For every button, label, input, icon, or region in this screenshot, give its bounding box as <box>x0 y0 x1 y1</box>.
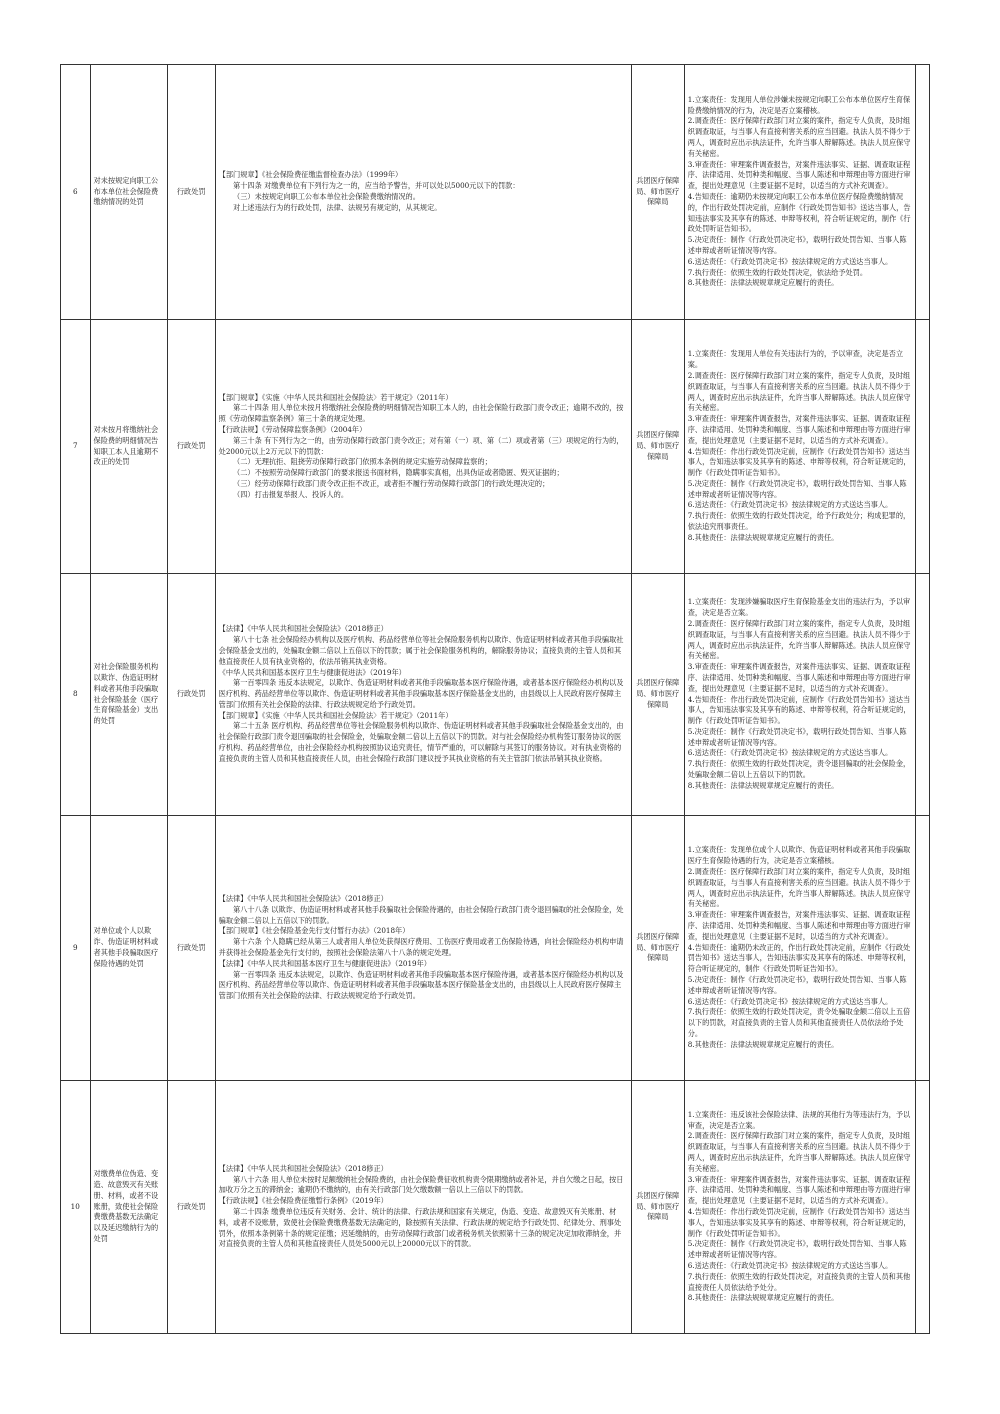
remark-cell <box>915 574 929 816</box>
legal-basis-line: 第十四条 对缴费单位有下列行为之一的，应当给予警告，并可以处以5000元以下的罚款： <box>233 181 520 191</box>
legal-basis-line: 第一百零四条 违反本法规定，以欺诈、伪造证明材料或者其他手段骗取基本医疗保险待遇，或者基本医疗保险经办机构以及医疗机构、药品经营单位等以欺诈、伪造证明材料或者其他手段骗取基本医疗保险基金支出的，由县级以上人民政府医疗保障主管部门依照有关社会保险的法律、行政法规规定给予行政处罚。 <box>218 969 624 1001</box>
responsibility-item: 6.送达责任：《行政处罚决定书》按法律规定的方式送达当事人。 <box>687 256 893 266</box>
legal-basis <box>215 65 631 320</box>
implementing-agency: 兵团医疗保障局、师市医疗保障局 <box>631 320 684 574</box>
legal-basis-line: 第二十四条 用人单位未按月将缴纳社会保险费的明细情况告知职工本人的，由社会保险行政部门责令改正；逾期不改的，按照《劳动保障监察条例》第三十条的规定处理。 <box>218 403 624 424</box>
legal-basis-line: （三）经劳动保障行政部门责令改正拒不改正，或者拒不履行劳动保障行政部门的行政处理决定的； <box>233 478 550 488</box>
responsibility-item: 8.其他责任：法律法规规章规定应履行的责任。 <box>687 1039 839 1049</box>
responsibility-item: 4.告知责任：作出行政处罚决定前，应制作《行政处罚告知书》送达当事人，告知违法事实及其享有的陈述、申辩等权利，符合听证规定的，制作《行政处罚听证告知书》。 <box>687 446 911 478</box>
row-number: 10 <box>61 1081 91 1334</box>
legal-basis-line: 第八十八条 以欺诈、伪造证明材料或者其他手段骗取社会保险待遇的，由社会保险行政部门责令退回骗取的社会保险金，处骗取金额二倍以上五倍以下的罚款。 <box>218 904 624 925</box>
responsibility-item: 6.送达责任：《行政处罚决定书》按法律规定的方式送达当事人。 <box>687 500 893 510</box>
table-row <box>61 65 930 320</box>
item-name: 对缴费单位伪造、变造、故意毁灭有关账册、材料，或者不设账册，致使社会保险费缴费基数无法确定以及延迟缴纳行为的处罚 <box>90 1081 167 1334</box>
responsibility-item: 8.其他责任：法律法规规章规定应履行的责任。 <box>687 532 839 542</box>
power-type: 行政处罚 <box>167 320 215 574</box>
legal-basis-line: 《中华人民共和国基本医疗卫生与健康促进法》（2019年） <box>218 667 406 677</box>
legal-basis-line: 【法律】《中华人民共和国社会保险法》（2018修正） <box>218 894 388 904</box>
responsibility-item: 1.立案责任：发现用人单位涉嫌未按规定向职工公布本单位医疗生育保险费缴纳情况的行为，决定是否立案稽核。 <box>687 94 911 115</box>
power-type: 行政处罚 <box>167 1081 215 1334</box>
legal-basis-line: 【法律】《中华人民共和国社会保险法》（2018修正） <box>218 624 388 634</box>
responsibility-item: 4.告知责任：作出行政处罚决定前，应制作《行政处罚告知书》送达当事人，告知违法事实及其享有的陈述、申辩等权利，符合听证规定的，制作《行政处罚听证告知书》。 <box>687 694 911 726</box>
legal-basis-line: 第一百零四条 违反本法规定，以欺诈、伪造证明材料或者其他手段骗取基本医疗保险待遇，或者基本医疗保险经办机构以及医疗机构、药品经营单位等以欺诈、伪造证明材料或者其他手段骗取基本医疗保险基金支出的，由县级以上人民政府医疗保障主管部门依照有关社会保险的法律、行政法规规定给予行政处罚。 <box>218 678 624 709</box>
implementing-agency: 兵团医疗保障局、师市医疗保障局 <box>631 65 684 320</box>
legal-basis-line: 【部门规章】《社会保险费征缴监督检查办法》（1999年） <box>218 170 403 180</box>
legal-basis <box>215 1081 631 1334</box>
remark-cell <box>915 1081 929 1334</box>
responsibility-item: 7.执行责任：依照生效的行政处罚决定，给予行政处分；构成犯罪的，依法追究刑事责任。 <box>687 511 911 532</box>
responsibility-item: 4.告知责任：逾期仍未改正的，作出行政处罚决定前，应制作《行政处罚告知书》送达当事人，告知违法事实及其享有的陈述、申辩等权利，符合听证规定的，制作《行政处罚听证告知书》。 <box>687 942 911 974</box>
legal-basis-line: 【行政法规】《社会保险费征缴暂行条例》（2019年） <box>218 1196 388 1206</box>
responsibility-item: 1.立案责任：违反该社会保险法律、法规的其他行为等违法行为，予以审查，决定是否立案。 <box>687 1109 911 1130</box>
responsibility-item: 7.执行责任：依照生效的行政处罚决定，对直接负责的主管人员和其他直接责任人员依法给予处分。 <box>687 1271 911 1292</box>
legal-basis-line: （二）无理抗拒、阻挠劳动保障行政部门依照本条例的规定实施劳动保障监察的； <box>233 457 492 467</box>
legal-basis-line: 【行政法规】《劳动保障监察条例》（2004年） <box>218 424 367 434</box>
table-row <box>61 320 930 574</box>
responsibility-item: 3.审查责任：审理案件调查报告，对案件违法事实、证据、调查取证程序、法律适用、处罚种类和幅度、当事人陈述和申辩理由等方面进行审查，提出处理意见（主要证据不足时，以适当的方式补充调查）。 <box>687 159 911 191</box>
remark-cell <box>915 816 929 1081</box>
legal-basis-line: 第三十条 有下列行为之一的，由劳动保障行政部门责令改正；对有第（一）项、第（二）项或者第（三）项规定的行为的，处2000元以上2万元以下的罚款： <box>218 435 624 456</box>
responsibility-item: 1.立案责任：发现用人单位有关违法行为的，予以审查，决定是否立案。 <box>687 349 904 370</box>
responsibility-item: 4.告知责任：作出行政处罚决定前，应制作《行政处罚告知书》送达当事人，告知违法事实及其享有的陈述、申辩等权利，符合听证规定的，制作《行政处罚听证告知书》。 <box>687 1207 911 1238</box>
responsibility-list <box>684 1081 915 1334</box>
legal-basis-line: 第八十七条 社会保险经办机构以及医疗机构、药品经营单位等社会保险服务机构以欺诈、伪造证明材料或者其他手段骗取社会保险基金支出的，处骗取金额二倍以上五倍以下的罚款；属于社会保险服务机构的，解除服务协议；直接负责的主管人员和其他直接责任人员有执业资格的，依法吊销其执业资格。 <box>218 635 624 666</box>
row-number: 6 <box>61 65 91 320</box>
responsibility-item: 3.审查责任：审理案件调查报告，对案件违法事实、证据、调查取证程序、法律适用、处罚种类和幅度、当事人陈述和申辩理由等方面进行审查，提出处理意见（主要证据不足时，以适当的方式补充调查）。 <box>687 1174 911 1206</box>
implementing-agency: 兵团医疗保障局、师市医疗保障局 <box>631 574 684 816</box>
responsibility-item: 7.执行责任：依照生效的行政处罚决定，责令处骗取金额二倍以上五倍以下的罚款，对直接负责的主管人员和其他直接责任人员依法给予处分。 <box>687 1007 911 1038</box>
legal-basis-line: 【法律】《中华人民共和国社会保险法》（2018修正） <box>218 1163 388 1173</box>
responsibility-item: 7.执行责任：依照生效的行政处罚决定，责令退回骗取的社会保险金，处骗取金额二倍以上五倍以下的罚款。 <box>687 759 911 780</box>
responsibility-item: 5.决定责任：制作《行政处罚决定书》，载明行政处罚告知、当事人陈述申辩或者听证情况等内容。 <box>687 478 907 499</box>
responsibility-item: 5.决定责任：制作《行政处罚决定书》，载明行政处罚告知、当事人陈述申辩或者听证情况等内容。 <box>687 1239 907 1260</box>
responsibility-item: 8.其他责任：法律法规规章规定应履行的责任。 <box>687 1293 839 1303</box>
row-number: 9 <box>61 816 91 1081</box>
responsibility-item: 5.决定责任：制作《行政处罚决定书》，载明行政处罚告知、当事人陈述申辩或者听证情况等内容。 <box>687 726 907 747</box>
power-type: 行政处罚 <box>167 574 215 816</box>
table-row <box>61 1081 930 1334</box>
legal-basis-line: 第八十六条 用人单位未按时足额缴纳社会保险费的，由社会保险费征收机构责令限期缴纳或者补足，并自欠缴之日起，按日加收万分之五的滞纳金；逾期仍不缴纳的，由有关行政部门处欠缴数额一倍以上三倍以下的罚款。 <box>218 1174 624 1195</box>
responsibility-list <box>684 574 915 816</box>
legal-basis-line: （四）打击报复举报人、投诉人的。 <box>233 489 349 499</box>
power-list-table <box>60 64 930 1334</box>
legal-basis-line: 第二十五条 医疗机构、药品经营单位等社会保险服务机构以欺诈、伪造证明材料或者其他手段骗取社会保险基金支出的，由社会保险行政部门责令退回骗取的社会保险金，处骗取金额二倍以上五倍以下的罚款。对与社会保险经办机构签订服务协议的医疗机构、药品经营单位，由社会保险经办机构按照协议追究责任，情节严重的，可以解除与其签订的服务协议。对有执业资格的直接负责的主管人员和其他直接责任人员，由社会保险行政部门建议授予其执业资格的有关主管部门依法吊销其执业资格。 <box>218 721 624 763</box>
item-name: 对未按月将缴纳社会保险费的明细情况告知职工本人且逾期不改正的处罚 <box>90 320 167 574</box>
legal-basis-line: 【部门规章】《社会保险基金先行支付暂行办法》（2018年） <box>218 926 410 936</box>
power-type: 行政处罚 <box>167 816 215 1081</box>
responsibility-item: 2.调查责任：医疗保障行政部门对立案的案件，指定专人负责，及时组织调查取证，与当事人有直接利害关系的应当回避。执法人员不得少于两人，调查时应出示执法证件，允许当事人辩解陈述。执法人员应保守有关秘密。 <box>687 1131 911 1173</box>
legal-basis <box>215 816 631 1081</box>
legal-basis <box>215 574 631 816</box>
power-type: 行政处罚 <box>167 65 215 320</box>
remark-cell <box>915 65 929 320</box>
responsibility-list <box>684 65 915 320</box>
responsibility-item: 4.告知责任：逾期仍未按规定向职工公布本单位医疗保险费缴纳情况的，作出行政处罚决定前，应制作《行政处罚告知书》送达当事人，告知违法事实及其享有的陈述、申辩等权利，符合听证规定的，制作《行政处罚听证告知书》。 <box>687 192 911 234</box>
legal-basis-line: 第十六条 个人隐瞒已经从第三人或者用人单位处获得医疗费用、工伤医疗费用或者工伤保险待遇，向社会保险经办机构申请并获得社会保险基金先行支付的，按照社会保险法第八十八条的规定处理。 <box>218 937 624 957</box>
item-name: 对单位或个人以欺诈、伪造证明材料或者其他手段骗取医疗保险待遇的处罚 <box>90 816 167 1081</box>
responsibility-item: 3.审查责任：审理案件调查报告，对案件违法事实、证据、调查取证程序、法律适用、处罚种类和幅度、当事人陈述和申辩理由等方面进行审查，提出处理意见（主要证据不足时，以适当的方式补充调查）。 <box>687 910 911 941</box>
responsibility-item: 8.其他责任：法律法规规章规定应履行的责任。 <box>687 278 839 288</box>
responsibility-item: 1.立案责任：发现单位或个人以欺诈、伪造证明材料或者其他手段骗取医疗生育保险待遇的行为，决定是否立案稽核。 <box>687 845 911 866</box>
table-body <box>61 65 930 1334</box>
implementing-agency: 兵团医疗保障局、师市医疗保障局 <box>631 816 684 1081</box>
responsibility-item: 2.调查责任：医疗保障行政部门对立案的案件，指定专人负责，及时组织调查取证，与当事人有直接利害关系的应当回避。执法人员不得少于两人，调查时应出示执法证件，允许当事人辩解陈述。执法人员应保守有关秘密。 <box>687 116 911 158</box>
legal-basis-line: 【部门规章】《实施〈中华人民共和国社会保险法〉若干规定》（2011年） <box>218 392 453 402</box>
legal-basis-line: 【部门规章】《实施〈中华人民共和国社会保险法〉若干规定》（2011年） <box>218 710 453 720</box>
legal-basis-line: 对上述违法行为的行政处罚，法律、法规另有规定的，从其规定。 <box>233 202 442 212</box>
responsibility-list <box>684 816 915 1081</box>
remark-cell <box>915 320 929 574</box>
responsibility-item: 6.送达责任：《行政处罚决定书》按法律规定的方式送达当事人。 <box>687 996 893 1006</box>
table-row <box>61 574 930 816</box>
legal-basis-line: 【法律】《中华人民共和国基本医疗卫生与健康促进法》（2019年） <box>218 958 431 968</box>
legal-basis-line: （三）未按规定向职工公布本单位社会保险费缴纳情况的。 <box>233 192 420 201</box>
legal-basis <box>215 320 631 574</box>
implementing-agency: 兵团医疗保障局、师市医疗保障局 <box>631 1081 684 1334</box>
responsibility-item: 1.立案责任：发现涉嫌骗取医疗生育保险基金支出的违法行为，予以审查，决定是否立案。 <box>687 597 911 618</box>
responsibility-item: 3.审查责任：审理案件调查报告，对案件违法事实、证据、调查取证程序、法律适用、处罚种类和幅度、当事人陈述和申辩理由等方面进行审查，提出处理意见（主要证据不足时，以适当的方式补充调查）。 <box>687 662 911 693</box>
responsibility-item: 2.调查责任：医疗保障行政部门对立案的案件，指定专人负责，及时组织调查取证，与当事人有直接利害关系的应当回避。执法人员不得少于两人，调查时应出示执法证件，允许当事人辩解陈述。执法人员应保守有关秘密。 <box>687 618 911 661</box>
legal-basis-line: （二）不按照劳动保障行政部门的要求报送书面材料，隐瞒事实真相，出具伪证或者隐匿、毁灭证据的； <box>233 468 564 478</box>
responsibility-item: 6.送达责任：《行政处罚决定书》按法律规定的方式送达当事人。 <box>687 748 893 758</box>
responsibility-item: 6.送达责任：《行政处罚决定书》按法律规定的方式送达当事人。 <box>687 1260 893 1270</box>
responsibility-list <box>684 320 915 574</box>
responsibility-item: 5.决定责任：制作《行政处罚决定书》，载明行政处罚告知、当事人陈述申辩或者听证情况等内容。 <box>687 974 907 995</box>
responsibility-item: 2.调查责任：医疗保障行政部门对立案的案件，指定专人负责，及时组织调查取证，与当事人有直接利害关系的应当回避。执法人员不得少于两人，调查时应出示执法证件，允许当事人辩解陈述。执法人员应保守有关秘密。 <box>687 867 911 909</box>
item-name: 对未按规定向职工公布本单位社会保险费缴纳情况的处罚 <box>90 65 167 320</box>
table-row <box>61 816 930 1081</box>
row-number: 7 <box>61 320 91 574</box>
item-name: 对社会保险服务机构以欺诈、伪造证明材料或者其他手段骗取社会保险基金（医疗生育保险基金）支出的处罚 <box>90 574 167 816</box>
responsibility-item: 7.执行责任：依照生效的行政处罚决定，依法给予处罚。 <box>687 267 868 277</box>
responsibility-item: 5.决定责任：制作《行政处罚决定书》，载明行政处罚告知、当事人陈述申辩或者听证情况等内容。 <box>687 235 907 255</box>
responsibility-item: 8.其他责任：法律法规规章规定应履行的责任。 <box>687 780 839 790</box>
legal-basis-line: 第二十四条 缴费单位违反有关财务、会计、统计的法律、行政法规和国家有关规定，伪造、变造、故意毁灭有关账册、材料，或者不设账册，致使社会保险费缴费基数无法确定的，除按照有关法律、行政法规的规定给予行政处罚、纪律处分、刑事处罚外，依照本条例第十条的规定征缴；迟延缴纳的，由劳动保障行政部门或者税务机关依照第十三条的规定决定加收滞纳金，并对直接负责的主管人员和其他直接责任人员处5000元以上20000元以下的罚款。 <box>218 1207 622 1249</box>
responsibility-item: 3.审查责任：审理案件调查报告，对案件违法事实、证据、调查取证程序、法律适用、处罚种类和幅度、当事人陈述和申辩理由等方面进行审查，提出处理意见（主要证据不足时，以适当的方式补充调查）。 <box>687 414 911 445</box>
row-number: 8 <box>61 574 91 816</box>
responsibility-item: 2.调查责任：医疗保障行政部门对立案的案件，指定专人负责，及时组织调查取证，与当事人有直接利害关系的应当回避。执法人员不得少于两人，调查时应出示执法证件，允许当事人辩解陈述。执法人员应保守有关秘密。 <box>687 370 911 413</box>
